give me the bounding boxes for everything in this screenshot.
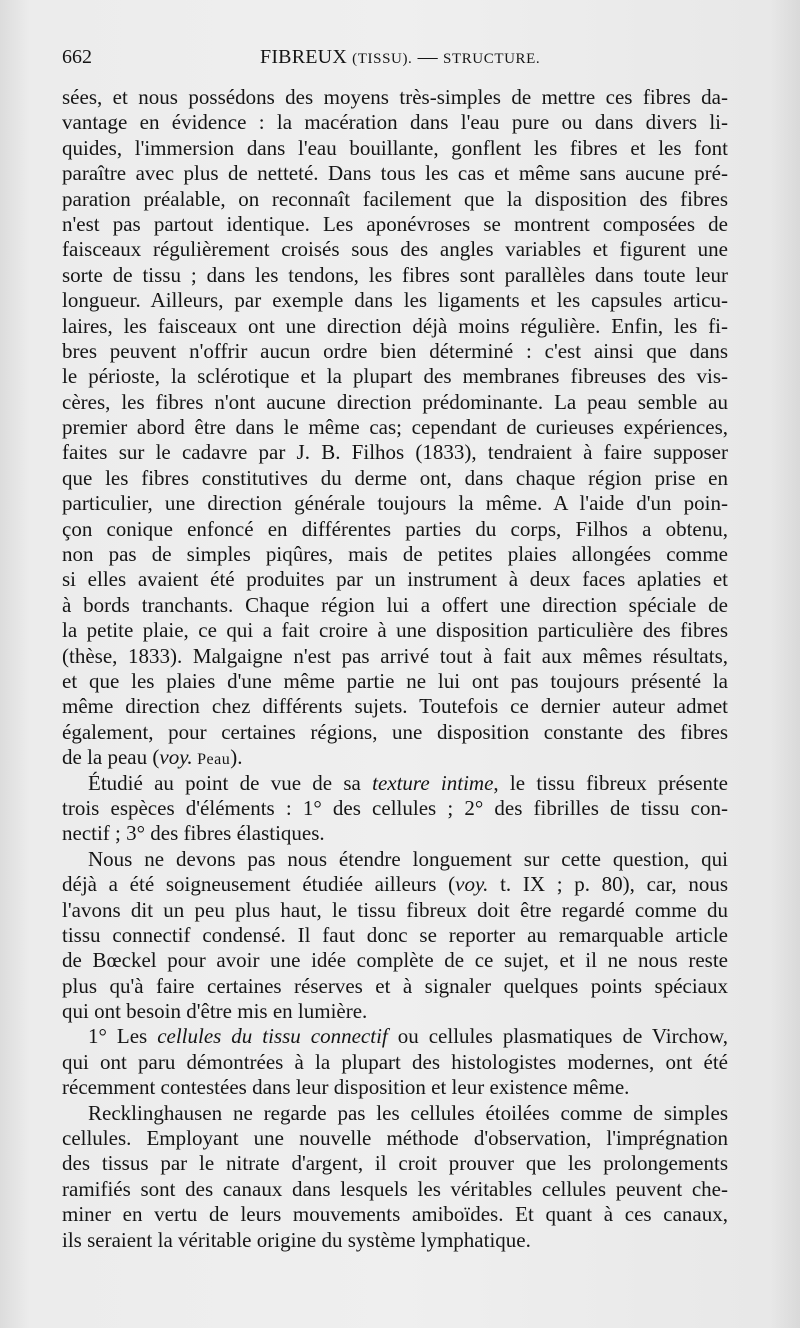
- text-span: t. IX ; p. 80), car, nous: [488, 872, 728, 897]
- text-line: l'avons dit un peu plus haut, le tissu fibreux doit être regardé comme du: [62, 897, 728, 922]
- text-span: , le tissu fibreux présente: [493, 770, 728, 795]
- text-line: Recklinghausen ne regarde pas les cellules étoilées comme de simples: [88, 1100, 728, 1125]
- text-line: la petite plaie, ce qui a fait croire à une disposition particulière des fibres: [62, 618, 728, 643]
- text-line: le périoste, la sclérotique et la plupart des membranes fibreuses des vis-: [62, 364, 728, 389]
- text-line: non pas de simples piqûres, mais de petites plaies allongées comme: [62, 542, 728, 567]
- text-line: qui ont besoin d'être mis en lumière.: [62, 999, 368, 1024]
- text-span: ou cellules plasmatiques de Virchow,: [387, 1024, 728, 1049]
- text-span: 1° Les: [88, 1024, 158, 1049]
- text-span: déjà a été soigneusement étudiée ailleurs (: [62, 872, 456, 897]
- text-line: qui ont paru démontrées à la plupart des histologistes modernes, ont été: [62, 1049, 728, 1074]
- text-line: également, pour certaines régions, une disposition constante des fibres: [62, 719, 728, 744]
- body-text: [62, 85, 728, 1253]
- text-line: plus qu'à faire certaines réserves et à signaler quelques points spéciaux: [62, 973, 728, 998]
- text-line: cères, les fibres n'ont aucune direction prédominante. La peau semble au: [62, 389, 728, 414]
- text-line: (thèse, 1833). Malgaigne n'est pas arrivé tout à fait aux mêmes résultats,: [62, 643, 728, 668]
- text-line: trois espèces d'éléments : 1° des cellules ; 2° des fibrilles de tissu con-: [62, 795, 728, 820]
- small-caps-text: Peau: [192, 751, 231, 769]
- text-line: sées, et nous possédons des moyens très-simples de mettre ces fibres da-: [62, 85, 728, 109]
- paragraph-3: [62, 847, 728, 1025]
- text-line: Nous ne devons pas nous étendre longuement sur cette question, qui: [88, 846, 728, 871]
- paragraph-1: [62, 85, 728, 771]
- text-line: quides, l'immersion dans l'eau bouillante, gonflent les fibres et les font: [62, 135, 728, 160]
- text-line: particulier, une direction générale toujours la même. A l'aide d'un poin-: [62, 491, 728, 516]
- text-line: récemment contestées dans leur disposition et leur existence même.: [62, 1075, 630, 1100]
- text-line: [62, 872, 728, 897]
- running-header: [62, 46, 730, 76]
- text-line: de Bœckel pour avoir une idée complète de ce sujet, et il ne nous reste: [62, 948, 728, 973]
- title-section: STRUCTURE.: [443, 51, 541, 67]
- italic-text: voy.: [159, 745, 193, 770]
- text-line: si elles avaient été produites par un instrument à deux faces aplaties et: [62, 567, 728, 592]
- text-line: cellules. Employant une nouvelle méthode d'observation, l'imprégnation: [62, 1126, 728, 1151]
- text-span: Étudié au point de vue de sa: [88, 770, 373, 795]
- paragraph-2: [62, 771, 728, 847]
- italic-text: voy.: [455, 872, 489, 897]
- text-line: [62, 745, 728, 770]
- text-line: vantage en évidence : la macération dans l'eau pure ou dans divers li-: [62, 110, 728, 135]
- text-line: ils seraient la véritable origine du système lymphatique.: [62, 1227, 531, 1252]
- title-paren: (TISSU).: [352, 51, 413, 67]
- text-line: miner en vertu de leurs mouvements amiboïdes. Et quant à ces canaux,: [62, 1202, 728, 1227]
- text-line: paration préalable, on reconnaît facilement que la disposition des fibres: [62, 186, 728, 211]
- text-line: des tissus par le nitrate d'argent, il croit prouver que les prolongements: [62, 1151, 728, 1176]
- text-line: nectif ; 3° des fibres élastiques.: [62, 821, 325, 846]
- text-line: même direction chez différents sujets. Toutefois ce dernier auteur admet: [62, 694, 728, 719]
- text-line: faites sur le cadavre par J. B. Filhos (1833), tendraient à faire supposer: [62, 440, 728, 465]
- italic-text: texture intime: [372, 770, 494, 795]
- text-span: de la peau (: [62, 745, 160, 770]
- text-line: laires, les faisceaux ont une direction déjà moins régulière. Enfin, les fi-: [62, 313, 728, 338]
- text-line: longueur. Ailleurs, par exemple dans les ligaments et les capsules articu-: [62, 288, 728, 313]
- text-line: à bords tranchants. Chaque région lui a offert une direction spéciale de: [62, 592, 728, 617]
- text-line: sorte de tissu ; dans les tendons, les fibres sont parallèles dans toute leur: [62, 262, 728, 287]
- text-line: çon conique enfoncé en différentes parties du corps, Filhos a obtenu,: [62, 516, 728, 541]
- text-line: et que les plaies d'une même partie ne lui ont pas toujours présenté la: [62, 668, 728, 693]
- text-line: n'est pas partout identique. Les aponévroses se montrent composées de: [62, 211, 728, 236]
- text-line: paraître avec plus de netteté. Dans tous les cas et même sans aucune pré-: [62, 161, 728, 186]
- title-main: FIBREUX: [260, 46, 347, 68]
- text-line: ramifiés sont des canaux dans lesquels les véritables cellules peuvent che-: [62, 1176, 728, 1201]
- page-number: 662: [62, 46, 92, 68]
- text-line: tissu connectif condensé. Il faut donc se reporter au remarquable article: [62, 922, 728, 947]
- text-line: premier abord être dans le même cas; cependant de curieuses expériences,: [62, 415, 728, 440]
- paragraph-4: [62, 1024, 728, 1100]
- title-dash: —: [417, 46, 438, 68]
- text-line: [62, 771, 728, 796]
- italic-text: cellules du tissu connectif: [157, 1024, 388, 1049]
- paragraph-5: [62, 1101, 728, 1253]
- text-line: faisceaux régulièrement croisés sous des angles variables et figurent une: [62, 237, 728, 262]
- text-line: que les fibres constitutives du derme ont, dans chaque région prise en: [62, 465, 728, 490]
- running-title: [260, 46, 540, 69]
- text-line: [62, 1024, 728, 1049]
- text-span: ).: [230, 745, 243, 770]
- text-line: bres peuvent n'offrir aucun ordre bien déterminé : c'est ainsi que dans: [62, 338, 728, 363]
